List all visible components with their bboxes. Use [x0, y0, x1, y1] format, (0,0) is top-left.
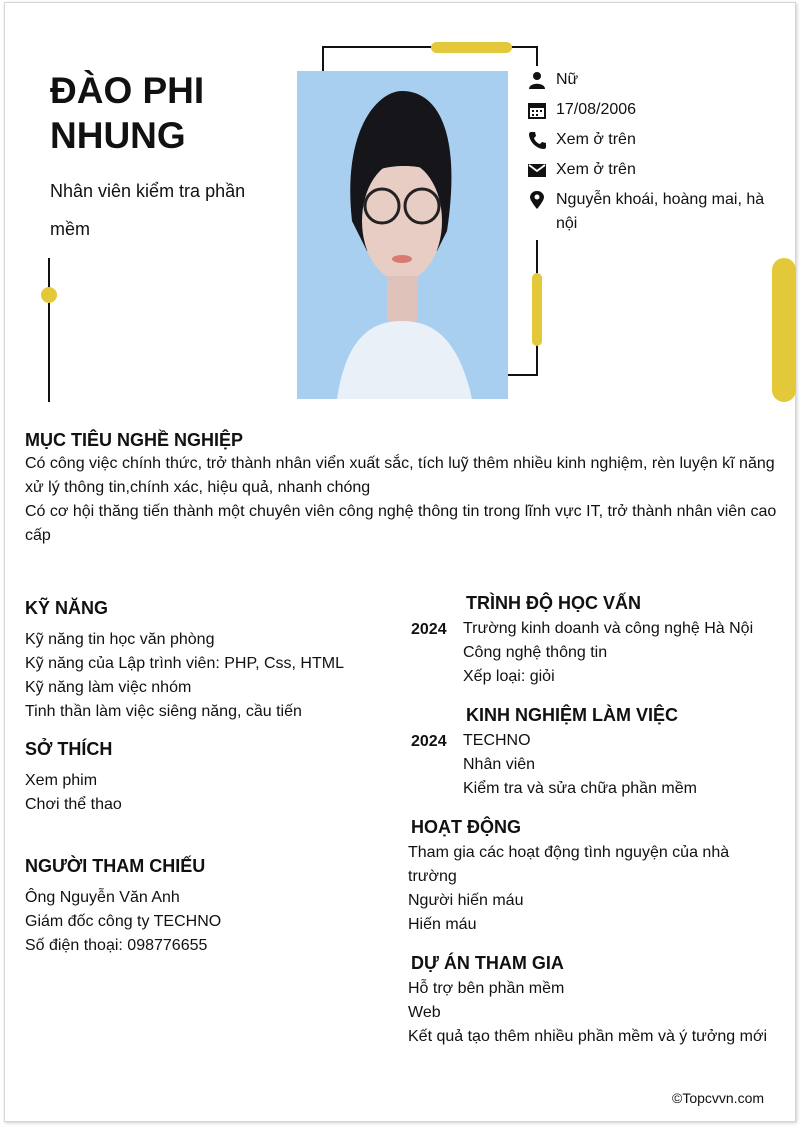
skills-title: KỸ NĂNG: [25, 598, 109, 618]
skill-item: Kỹ năng của Lập trình viên: PHP, Css, HTML: [25, 655, 344, 672]
project-item: Kết quả tạo thêm nhiều phần mềm và ý tưởng mới: [408, 1028, 767, 1045]
person-icon: [528, 71, 546, 89]
references-title: NGƯỜI THAM CHIẾU: [25, 856, 206, 876]
experience-year: 2024: [411, 733, 447, 750]
decor-line: [536, 46, 538, 66]
envelope-icon: [528, 161, 546, 179]
experience-item: Kiểm tra và sửa chữa phần mềm: [463, 780, 697, 797]
objective-line: Có công việc chính thức, trở thành nhân viển xuất sắc, tích luỹ thêm nhiều kinh nghiệm, rèn luyện kĩ năng xử lý thông tin,chính xác, hiệu quả, nhanh chóng: [25, 455, 775, 496]
skills-list: [25, 628, 344, 724]
activities-list: [408, 841, 738, 937]
education-year: 2024: [411, 621, 447, 638]
contact-address: [528, 188, 768, 236]
decor-bar: [431, 42, 512, 53]
education-item: Công nghệ thông tin: [463, 644, 608, 661]
experience-title: KINH NGHIỆM LÀM VIỆC: [466, 705, 679, 725]
job-title: Nhân viên kiểm tra phần mềm: [50, 181, 246, 239]
calendar-icon: [528, 101, 546, 119]
decor-line: [322, 46, 324, 72]
reference-item: Số điện thoại: 098776655: [25, 937, 208, 954]
location-pin-icon: [528, 191, 546, 209]
hobby-item: Xem phim: [25, 772, 98, 789]
decor-bar: [772, 258, 796, 402]
objective-title: MỤC TIÊU NGHỀ NGHIỆP: [25, 430, 244, 450]
hobbies-title: SỞ THÍCH: [25, 739, 113, 759]
candidate-name: ĐÀO PHI NHUNG: [50, 70, 205, 156]
phone-icon: [528, 131, 546, 149]
projects-title: DỰ ÁN THAM GIA: [411, 953, 564, 973]
reference-item: Ông Nguyễn Văn Anh: [25, 889, 180, 906]
activity-item: Người hiến máu: [408, 892, 524, 909]
education-item: Xếp loại: giỏi: [463, 668, 555, 685]
education-list: [463, 617, 753, 689]
activities-title: HOẠT ĐỘNG: [411, 817, 521, 837]
hobbies-list: [25, 769, 122, 817]
contact-gender: [528, 68, 768, 92]
projects-list: [408, 977, 788, 1049]
education-item: Trường kinh doanh và công nghệ Hà Nội: [463, 620, 754, 637]
birthday-value: 17/08/2006: [556, 101, 637, 118]
contact-phone: [528, 128, 768, 152]
profile-photo: [297, 71, 508, 399]
references-list: [25, 886, 221, 958]
reference-item: Giám đốc công ty TECHNO: [25, 913, 222, 930]
decor-bar: [532, 273, 542, 346]
education-title: TRÌNH ĐỘ HỌC VẤN: [466, 593, 641, 613]
decor-line: [48, 258, 50, 402]
skill-item: Tinh thần làm việc siêng năng, cầu tiến: [25, 703, 302, 720]
hobby-item: Chơi thể thao: [25, 796, 122, 813]
decor-line: [508, 374, 538, 376]
decor-dot: [41, 287, 57, 303]
experience-item: Nhân viên: [463, 756, 536, 773]
project-item: Web: [408, 1004, 441, 1021]
skill-item: Kỹ năng làm việc nhóm: [25, 679, 192, 696]
skill-item: Kỹ năng tin học văn phòng: [25, 631, 215, 648]
activity-item: Tham gia các hoạt động tình nguyện của nhà trường: [408, 844, 730, 885]
gender-value: Nữ: [556, 71, 579, 88]
project-item: Hỗ trợ bên phần mềm: [408, 980, 565, 997]
experience-item: TECHNO: [463, 732, 531, 749]
objective-text: [25, 452, 785, 548]
activity-item: Hiến máu: [408, 916, 477, 933]
contact-birthday: [528, 98, 768, 122]
objective-line: Có cơ hội thăng tiến thành một chuyên viên công nghệ thông tin trong lĩnh vực IT, trở thành nhân viên cao cấp: [25, 503, 777, 544]
experience-list: [463, 729, 697, 801]
email-value: Xem ở trên: [556, 161, 636, 178]
phone-value: Xem ở trên: [556, 131, 636, 148]
copyright[interactable]: ©Topcvvn.com: [672, 1090, 765, 1106]
contact-email: [528, 158, 768, 182]
address-value: Nguyễn khoái, hoàng mai, hà nội: [556, 191, 765, 232]
